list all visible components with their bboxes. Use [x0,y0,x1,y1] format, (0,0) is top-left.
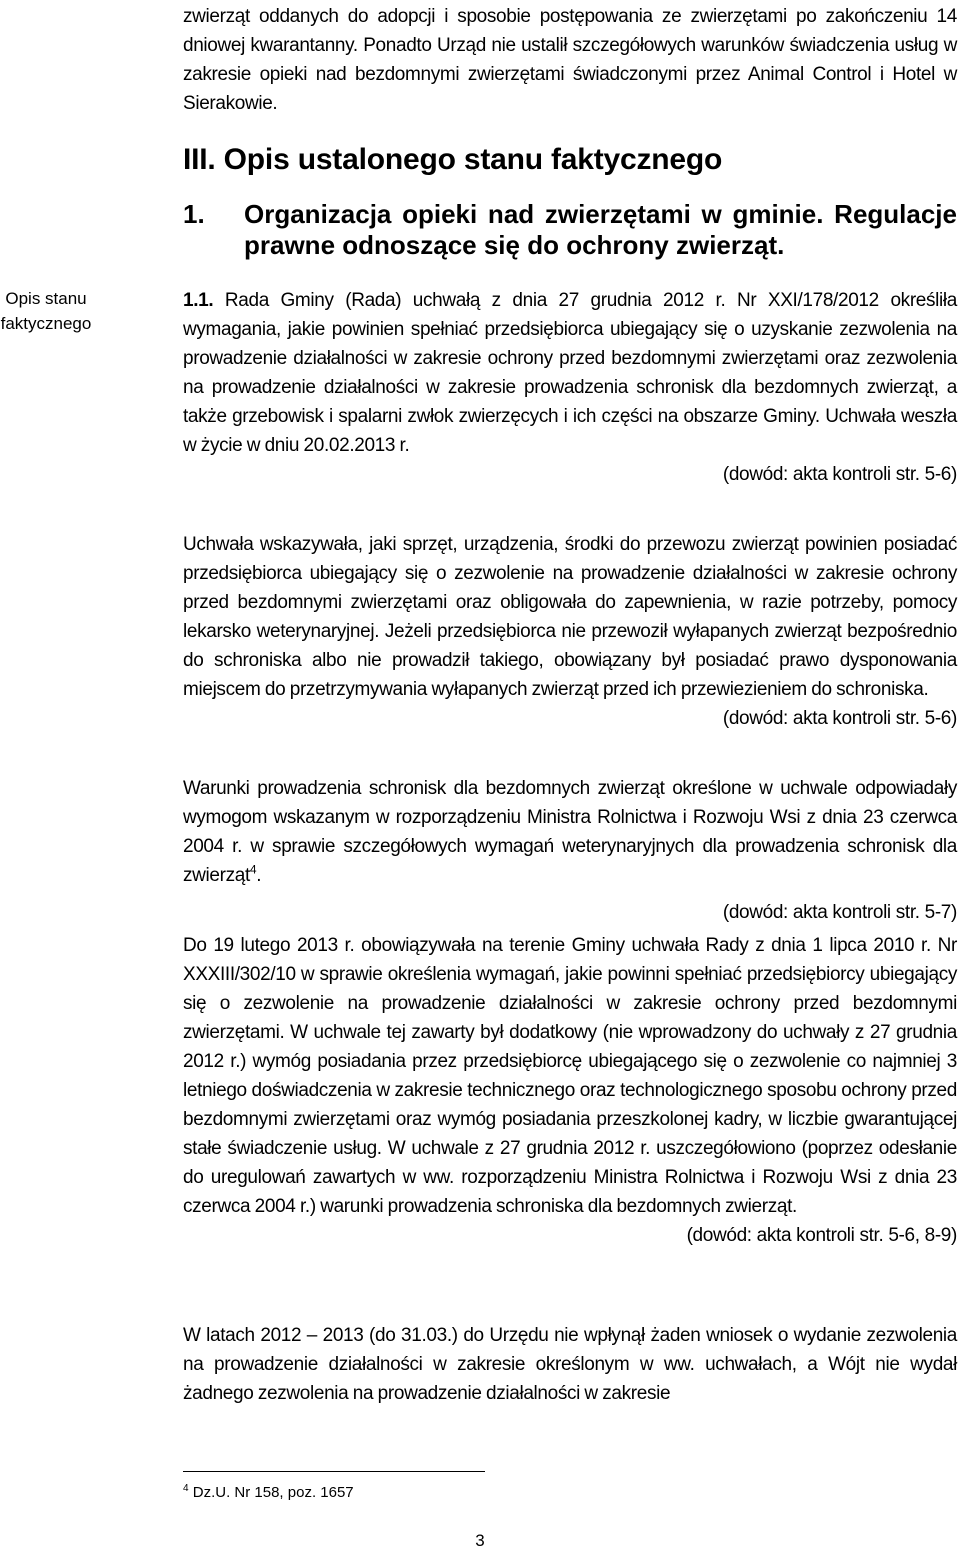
page-number: 3 [475,1531,485,1550]
paragraph-1-text: Rada Gminy (Rada) uchwałą z dnia 27 grudnia 2012 r. Nr XXI/178/2012 określiła wymagania, jakie powinien spełniać przedsiębiorca ubiegający się o uzyskanie zezwolenia na prowadzenie działalności w zakresie ochrony przed bezdomnymi zwierzętami oraz zezwolenia na prowadzenie działalności w zakresie prowadzenia schronisk dla bezdomnych zwierząt, a także grzebowisk i spalarni zwłok zwierzęcych i ich części na obszarze Gminy. Uchwała weszła w życie w dniu 20.02.2013 r. [183,290,957,456]
section-heading: III. Opis ustalonego stanu faktycznego [183,143,723,176]
paragraph-2 [183,530,957,733]
paragraph-1-number: 1.1. [183,290,214,311]
proof-note-4: (dowód: akta kontroli str. 5-6, 8-9) [686,1225,957,1246]
paragraph-5 [183,1321,957,1408]
footnote-number: 4 [183,1483,189,1494]
subsection-number: 1. [183,199,205,229]
paragraph-3: Warunki prowadzenia schronisk dla bezdomnych zwierząt określone w uchwale odpowiadały wymogom wskazanym w rozporządzeniu Ministra Rolnictwa i Rozwoju Wsi z dnia 23 czerwca 2004 r. w sprawie szczegółowych wymagań weterynaryjnych dla prowadzenia schronisk dla zwierząt$^4$. (dowód: akta kontroli str. 5-7) [183,774,957,927]
paragraph-5-text: W latach 2012 – 2013 (do 31.03.) do Urzędu nie wpłynął żaden wniosek o wydanie zezwolenia na prowadzenie działalności w zakresie określonym w ww. uchwałach, a Wójt nie wydał żadnego zezwolenia na prowadzenie działalności w zakresie [183,1325,957,1404]
intro-paragraph: zwierząt oddanych do adopcji i sposobie postępowania ze zwierzętami po zakończeniu 14 dniowej kwarantanny. Ponadto Urząd nie ustalił szczegółowych warunków świadczenia usług w zakresie opieki nad bezdomnymi zwierzętami świadczonymi przez Animal Control i Hotel w Sierakowie. [183,6,957,114]
footnote-reference[interactable]: 4 [249,862,257,877]
proof-note-2: (dowód: akta kontroli str. 5-6) [722,708,957,729]
paragraph-1 [183,286,957,489]
proof-note-1: (dowód: akta kontroli str. 5-6) [722,464,957,485]
paragraph-4-text: Do 19 lutego 2013 r. obowiązywała na terenie Gminy uchwała Rady z dnia 1 lipca 2010 r. Nr XXXIII/302/10 w sprawie określenia wymagań, jakie powinni spełniać przedsiębiorcy ubiegający się o zezwolenie na prowadzenie działalności w zakresie ochrony przed bezdomnymi zwierzętami. W uchwale tej zawarty był dodatkowy (nie wprowadzony do uchwały z 27 grudnia 2012 r.) wymóg posiadania przez przedsiębiorcę ubiegającego się o zezwolenie co najmniej 3 letniego doświadczenia w zakresie technicznego oraz technologicznego sposobu ochrony przed bezdomnymi zwierzętami oraz wymóg posiadania przeszkolonej kadry, w liczbie gwarantującej stałe świadczenie usług. W uchwale z 27 grudnia 2012 r. uszczegółowiono (poprzez odesłanie do uregulowań zawartych w ww. rozporządzeniu Ministra Rolnictwa i Rozwoju Wsi z dnia 23 czerwca 2004 r.) warunki prowadzenia schroniska dla bezdomnych zwierząt. [183,935,957,1217]
margin-label: Opis stanu faktycznego [0,289,92,333]
proof-note-3: (dowód: akta kontroli str. 5-7) [722,902,957,923]
paragraph-3-text: Warunki prowadzenia schronisk dla bezdomnych zwierząt określone w uchwale odpowiadały wymogom wskazanym w rozporządzeniu Ministra Rolnictwa i Rozwoju Wsi z dnia 23 czerwca 2004 r. w sprawie szczegółowych wymagań weterynaryjnych dla prowadzenia schronisk dla zwierząt [183,778,957,886]
paragraph-4 [183,931,957,1250]
subsection-heading [183,199,957,261]
footnote-text: Dz.U. Nr 158, poz. 1657 [192,1484,354,1501]
subsection-title: Organizacja opieki nad zwierzętami w gminie. Regulacje prawne odnoszące się do ochrony zwierząt. [244,199,957,260]
footnote-divider [183,1471,485,1472]
paragraph-2-text: Uchwała wskazywała, jaki sprzęt, urządzenia, środki do przewozu zwierząt powinien posiadać przedsiębiorca ubiegający się o zezwolenie na prowadzenie działalności w zakresie ochrony przed bezdomnymi zwierzętami oraz obligowała do zapewnienia, w razie potrzeby, pomocy lekarsko weterynaryjnej. Jeżeli przedsiębiorca nie przewoził wyłapanych zwierząt bezpośrednio do schroniska albo nie prowadził takiego, obowiązany był posiadać prawo dysponowania miejscem do przetrzymywania wyłapanych zwierząt przed ich przewiezieniem do schroniska. [183,534,957,700]
footnote [183,1484,354,1501]
